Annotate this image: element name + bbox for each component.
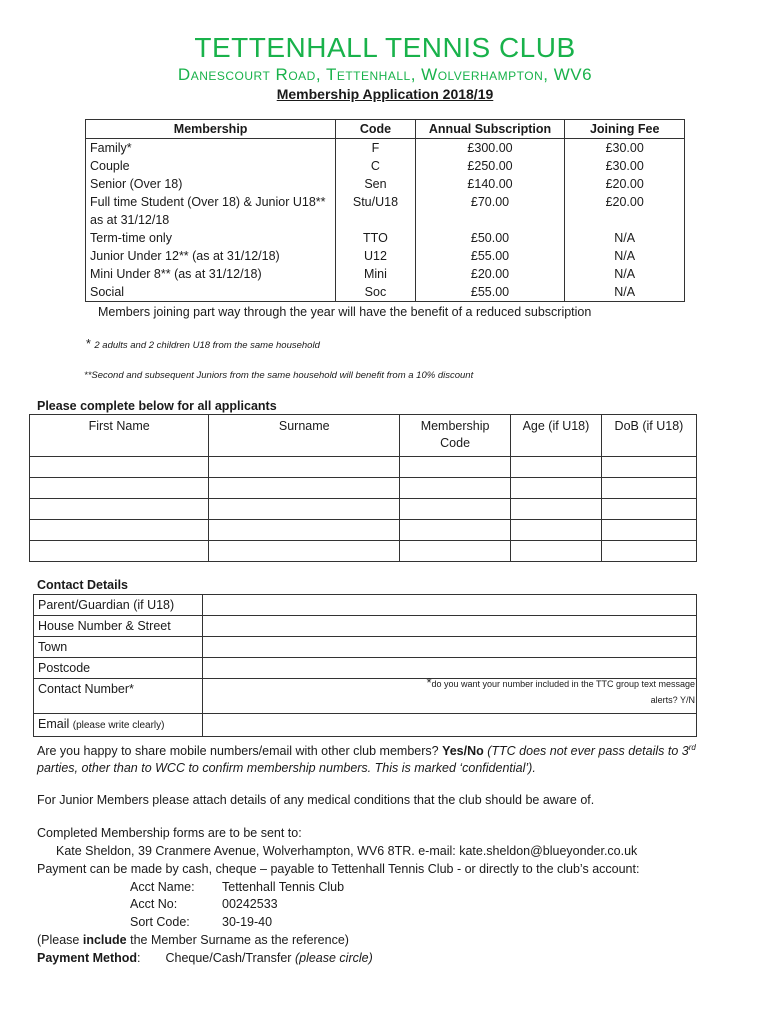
joining-fee: N/A xyxy=(565,229,685,247)
payment-method: Payment Method: Cheque/Cash/Transfer (please circle) xyxy=(37,951,373,965)
table-row xyxy=(86,229,685,247)
table-row xyxy=(86,283,685,302)
col-membership: Membership xyxy=(86,120,336,139)
membership-code: Stu/U18 xyxy=(336,193,415,229)
col-surname: Surname xyxy=(209,415,400,457)
first-name-field[interactable] xyxy=(30,499,209,520)
contact-row xyxy=(34,637,697,658)
dob-field[interactable] xyxy=(601,541,696,562)
membership-code: Mini xyxy=(336,265,415,283)
payment-circle-note: (please circle) xyxy=(294,951,373,965)
family-note-text: 2 adults and 2 children U18 from the same household xyxy=(94,340,320,351)
send-intro: Completed Membership forms are to be sent to: xyxy=(37,826,302,840)
dob-field[interactable] xyxy=(601,520,696,541)
acct-name-value: Tettenhall Tennis Club xyxy=(222,880,345,894)
text-alerts-note-text: do you want your number included in the TTC group text message alerts? Y/N xyxy=(431,679,695,705)
medical-note: For Junior Members please attach details of any medical conditions that the club should be aware of. xyxy=(37,793,595,807)
first-name-field[interactable] xyxy=(30,541,209,562)
parent-field[interactable] xyxy=(203,595,697,616)
email-field[interactable] xyxy=(203,714,697,737)
membership-code: C xyxy=(336,157,415,175)
membership-code: Soc xyxy=(336,283,415,302)
membership-name: Social xyxy=(86,283,336,302)
reference-bold: include xyxy=(82,933,127,947)
email-label-note: (please write clearly) xyxy=(72,720,165,731)
surname-field[interactable] xyxy=(209,541,400,562)
membership-table-header xyxy=(86,120,685,139)
contact-heading: Contact Details xyxy=(37,578,128,592)
membership-code: TTO xyxy=(336,229,415,247)
joining-fee: £30.00 xyxy=(565,157,685,175)
annual-fee: £140.00 xyxy=(415,175,565,193)
membership-code: Sen xyxy=(336,175,415,193)
discount-note: **Second and subsequent Juniors from the same household will benefit from a 10% discount xyxy=(84,370,474,381)
payment-options: Cheque/Cash/Transfer xyxy=(165,951,292,965)
age-field[interactable] xyxy=(511,520,602,541)
first-name-field[interactable] xyxy=(30,457,209,478)
club-title: TETTENHALL TENNIS CLUB xyxy=(194,32,576,63)
annual-fee: £250.00 xyxy=(415,157,565,175)
surname-field[interactable] xyxy=(209,499,400,520)
table-row xyxy=(86,175,685,193)
joining-fee: £30.00 xyxy=(565,139,685,158)
table-row xyxy=(86,139,685,158)
membership-name: Family* xyxy=(86,139,336,158)
applicant-row xyxy=(30,478,697,499)
acct-no-value: 00242533 xyxy=(222,897,278,911)
sort-code-label: Sort Code: xyxy=(130,915,190,929)
share-note-post: parties, other than to WCC to confirm membership numbers. This is marked ‘confidential’). xyxy=(37,761,536,776)
membership-table xyxy=(85,119,685,302)
town-field[interactable] xyxy=(203,637,697,658)
membership-name: Term-time only xyxy=(86,229,336,247)
reference-post: the Member Surname as the reference) xyxy=(126,933,349,947)
membership-code: F xyxy=(336,139,415,158)
parent-label: Parent/Guardian (if U18) xyxy=(34,595,203,616)
share-note-sup: rd xyxy=(688,743,696,752)
col-code: Code xyxy=(336,120,415,139)
send-address: Kate Sheldon, 39 Cranmere Avenue, Wolverhampton, WV6 8TR. e-mail: kate.sheldon@blueyonder.co.uk xyxy=(56,844,638,858)
town-label: Town xyxy=(34,637,203,658)
table-row xyxy=(86,157,685,175)
contact-row xyxy=(34,679,697,714)
age-field[interactable] xyxy=(511,541,602,562)
joining-fee: £20.00 xyxy=(565,175,685,193)
email-label-text: Email xyxy=(38,717,70,731)
joining-fee: N/A xyxy=(565,247,685,265)
club-address: Danescourt Road, Tettenhall, Wolverhampton, WV6 xyxy=(177,65,593,84)
dob-field[interactable] xyxy=(601,499,696,520)
applicants-heading: Please complete below for all applicants xyxy=(37,399,277,413)
payment-method-label: Payment Method xyxy=(37,951,138,965)
first-name-field[interactable] xyxy=(30,478,209,499)
contact-row xyxy=(34,714,697,737)
surname-field[interactable] xyxy=(209,478,400,499)
annual-fee: £50.00 xyxy=(415,229,565,247)
applicant-row xyxy=(30,499,697,520)
first-name-field[interactable] xyxy=(30,520,209,541)
family-note-star: * xyxy=(86,337,91,351)
membership-name: Mini Under 8** (as at 31/12/18) xyxy=(86,265,336,283)
text-alerts-star: * xyxy=(426,675,432,690)
applicant-row xyxy=(30,457,697,478)
membership-code: U12 xyxy=(336,247,415,265)
contact-row xyxy=(34,616,697,637)
annual-fee: £300.00 xyxy=(415,139,565,158)
payment-intro: Payment can be made by cash, cheque – payable to Tettenhall Tennis Club - or directly to the club’s account: xyxy=(37,862,640,876)
surname-field[interactable] xyxy=(209,457,400,478)
contact-table xyxy=(33,594,697,737)
col-age: Age (if U18) xyxy=(511,415,602,457)
share-question-text: Are you happy to share mobile numbers/email with other club members? xyxy=(37,744,439,759)
table-row xyxy=(86,193,685,229)
joining-fee: N/A xyxy=(565,265,685,283)
applicant-row xyxy=(30,520,697,541)
share-yesno: Yes/No xyxy=(442,744,484,759)
sort-code-value: 30-19-40 xyxy=(222,915,273,929)
col-first-name: First Name xyxy=(30,415,209,457)
membership-code-field[interactable] xyxy=(400,478,511,499)
age-field[interactable] xyxy=(511,457,602,478)
col-joining: Joining Fee xyxy=(565,120,685,139)
reference-pre: (Please xyxy=(37,933,83,947)
membership-code-field[interactable] xyxy=(400,541,511,562)
age-field[interactable] xyxy=(511,478,602,499)
share-question xyxy=(37,739,737,777)
acct-no-label: Acct No: xyxy=(130,897,178,911)
membership-code-field[interactable] xyxy=(400,457,511,478)
membership-code-field[interactable] xyxy=(400,520,511,541)
contact-row xyxy=(34,595,697,616)
text-alerts-note xyxy=(413,675,695,708)
email-label xyxy=(34,714,203,737)
joining-fee: £20.00 xyxy=(565,193,685,229)
applicants-header xyxy=(30,415,697,457)
table-row xyxy=(86,265,685,283)
annual-fee: £70.00 xyxy=(415,193,565,229)
reference-note xyxy=(37,932,349,949)
annual-fee: £20.00 xyxy=(415,265,565,283)
membership-name: Junior Under 12** (as at 31/12/18) xyxy=(86,247,336,265)
surname-field[interactable] xyxy=(209,520,400,541)
table-row xyxy=(86,247,685,265)
dob-field[interactable] xyxy=(601,478,696,499)
house-label: House Number & Street xyxy=(34,616,203,637)
contact-number-label: Contact Number* xyxy=(34,679,203,714)
col-annual: Annual Subscription xyxy=(415,120,565,139)
annual-fee: £55.00 xyxy=(415,247,565,265)
membership-name: Couple xyxy=(86,157,336,175)
contact-number-field[interactable] xyxy=(203,675,697,714)
annual-fee: £55.00 xyxy=(415,283,565,302)
col-dob: DoB (if U18) xyxy=(601,415,696,457)
applicant-row xyxy=(30,541,697,562)
age-field[interactable] xyxy=(511,499,602,520)
postcode-label: Postcode xyxy=(34,658,203,679)
house-field[interactable] xyxy=(203,616,697,637)
membership-code-field[interactable] xyxy=(400,499,511,520)
applicants-table xyxy=(29,414,697,562)
family-note xyxy=(86,337,320,351)
membership-name: Full time Student (Over 18) & Junior U18** as at 31/12/18 xyxy=(86,193,336,229)
membership-name: Senior (Over 18) xyxy=(86,175,336,193)
reduced-subscription-note: Members joining part way through the year will have the benefit of a reduced subscription xyxy=(98,305,592,319)
share-note-pre: (TTC does not ever pass details to 3 xyxy=(487,744,689,759)
dob-field[interactable] xyxy=(601,457,696,478)
acct-name-label: Acct Name: xyxy=(130,880,195,894)
form-title: Membership Application 2018/19 xyxy=(276,86,494,102)
col-membership-code: Membership Code xyxy=(400,415,511,457)
joining-fee: N/A xyxy=(565,283,685,302)
